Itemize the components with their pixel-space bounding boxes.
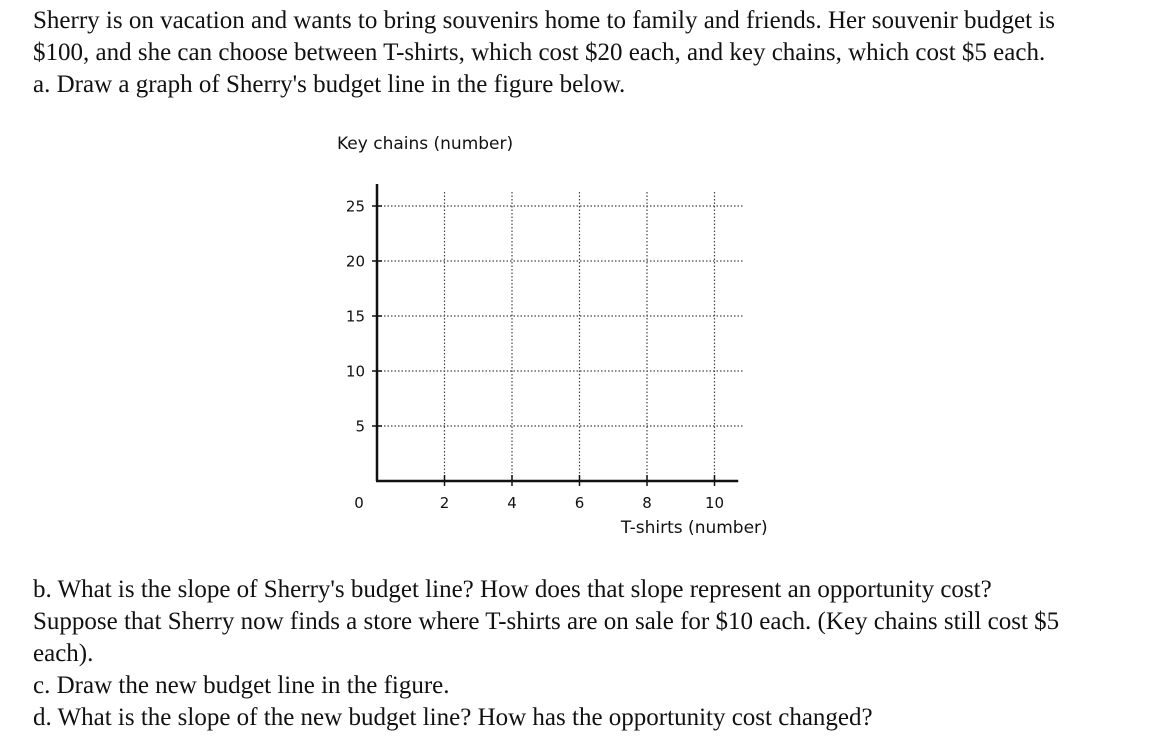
grid-lines [377,192,743,481]
x-tick-label-6: 6 [574,494,585,512]
y-tick-label-5: 5 [355,417,365,436]
graph-canvas [320,125,780,555]
x-tick-label-8: 8 [642,494,652,512]
part-d-prompt: d. What is the slope of the new budget line? How has the opportunity cost changed? [33,704,873,731]
axis-ticks [346,198,724,513]
y-tick-label-25: 25 [345,197,365,216]
y-tick-label-20: 20 [345,252,365,271]
part-a-prompt: a. Draw a graph of Sherry's budget line in the figure below. [33,71,626,98]
part-b-line-2: Suppose that Sherry now finds a store where T-shirts are on sale for $10 each. (Key chains still cost $5 [33,608,1060,635]
x-axis-label: T-shirts (number) [620,518,768,538]
y-tick-label-10: 10 [345,362,365,381]
intro-line-2: $100, and she can choose between T-shirts, which cost $20 each, and key chains, which cost $5 each. [33,39,1046,66]
part-b-line-3: each). [33,640,94,667]
y-axis-label: Key chains (number) [337,134,514,154]
axes [376,184,738,481]
intro-line-1: Sherry is on vacation and wants to bring souvenirs home to family and friends. Her souvenir budget is [33,7,1056,34]
x-tick-label-10: 10 [704,494,725,512]
budget-line-graph [320,125,780,555]
y-tick-label-15: 15 [345,307,365,326]
x-tick-label-4: 4 [507,494,517,512]
origin-label: 0 [354,494,364,512]
part-b-line-1: b. What is the slope of Sherry's budget line? How does that slope represent an opportunity cost? [33,576,992,603]
part-c-prompt: c. Draw the new budget line in the figure. [33,672,450,699]
question-intro [33,5,1055,101]
question-followups [33,574,1059,734]
x-tick-label-2: 2 [439,494,450,512]
